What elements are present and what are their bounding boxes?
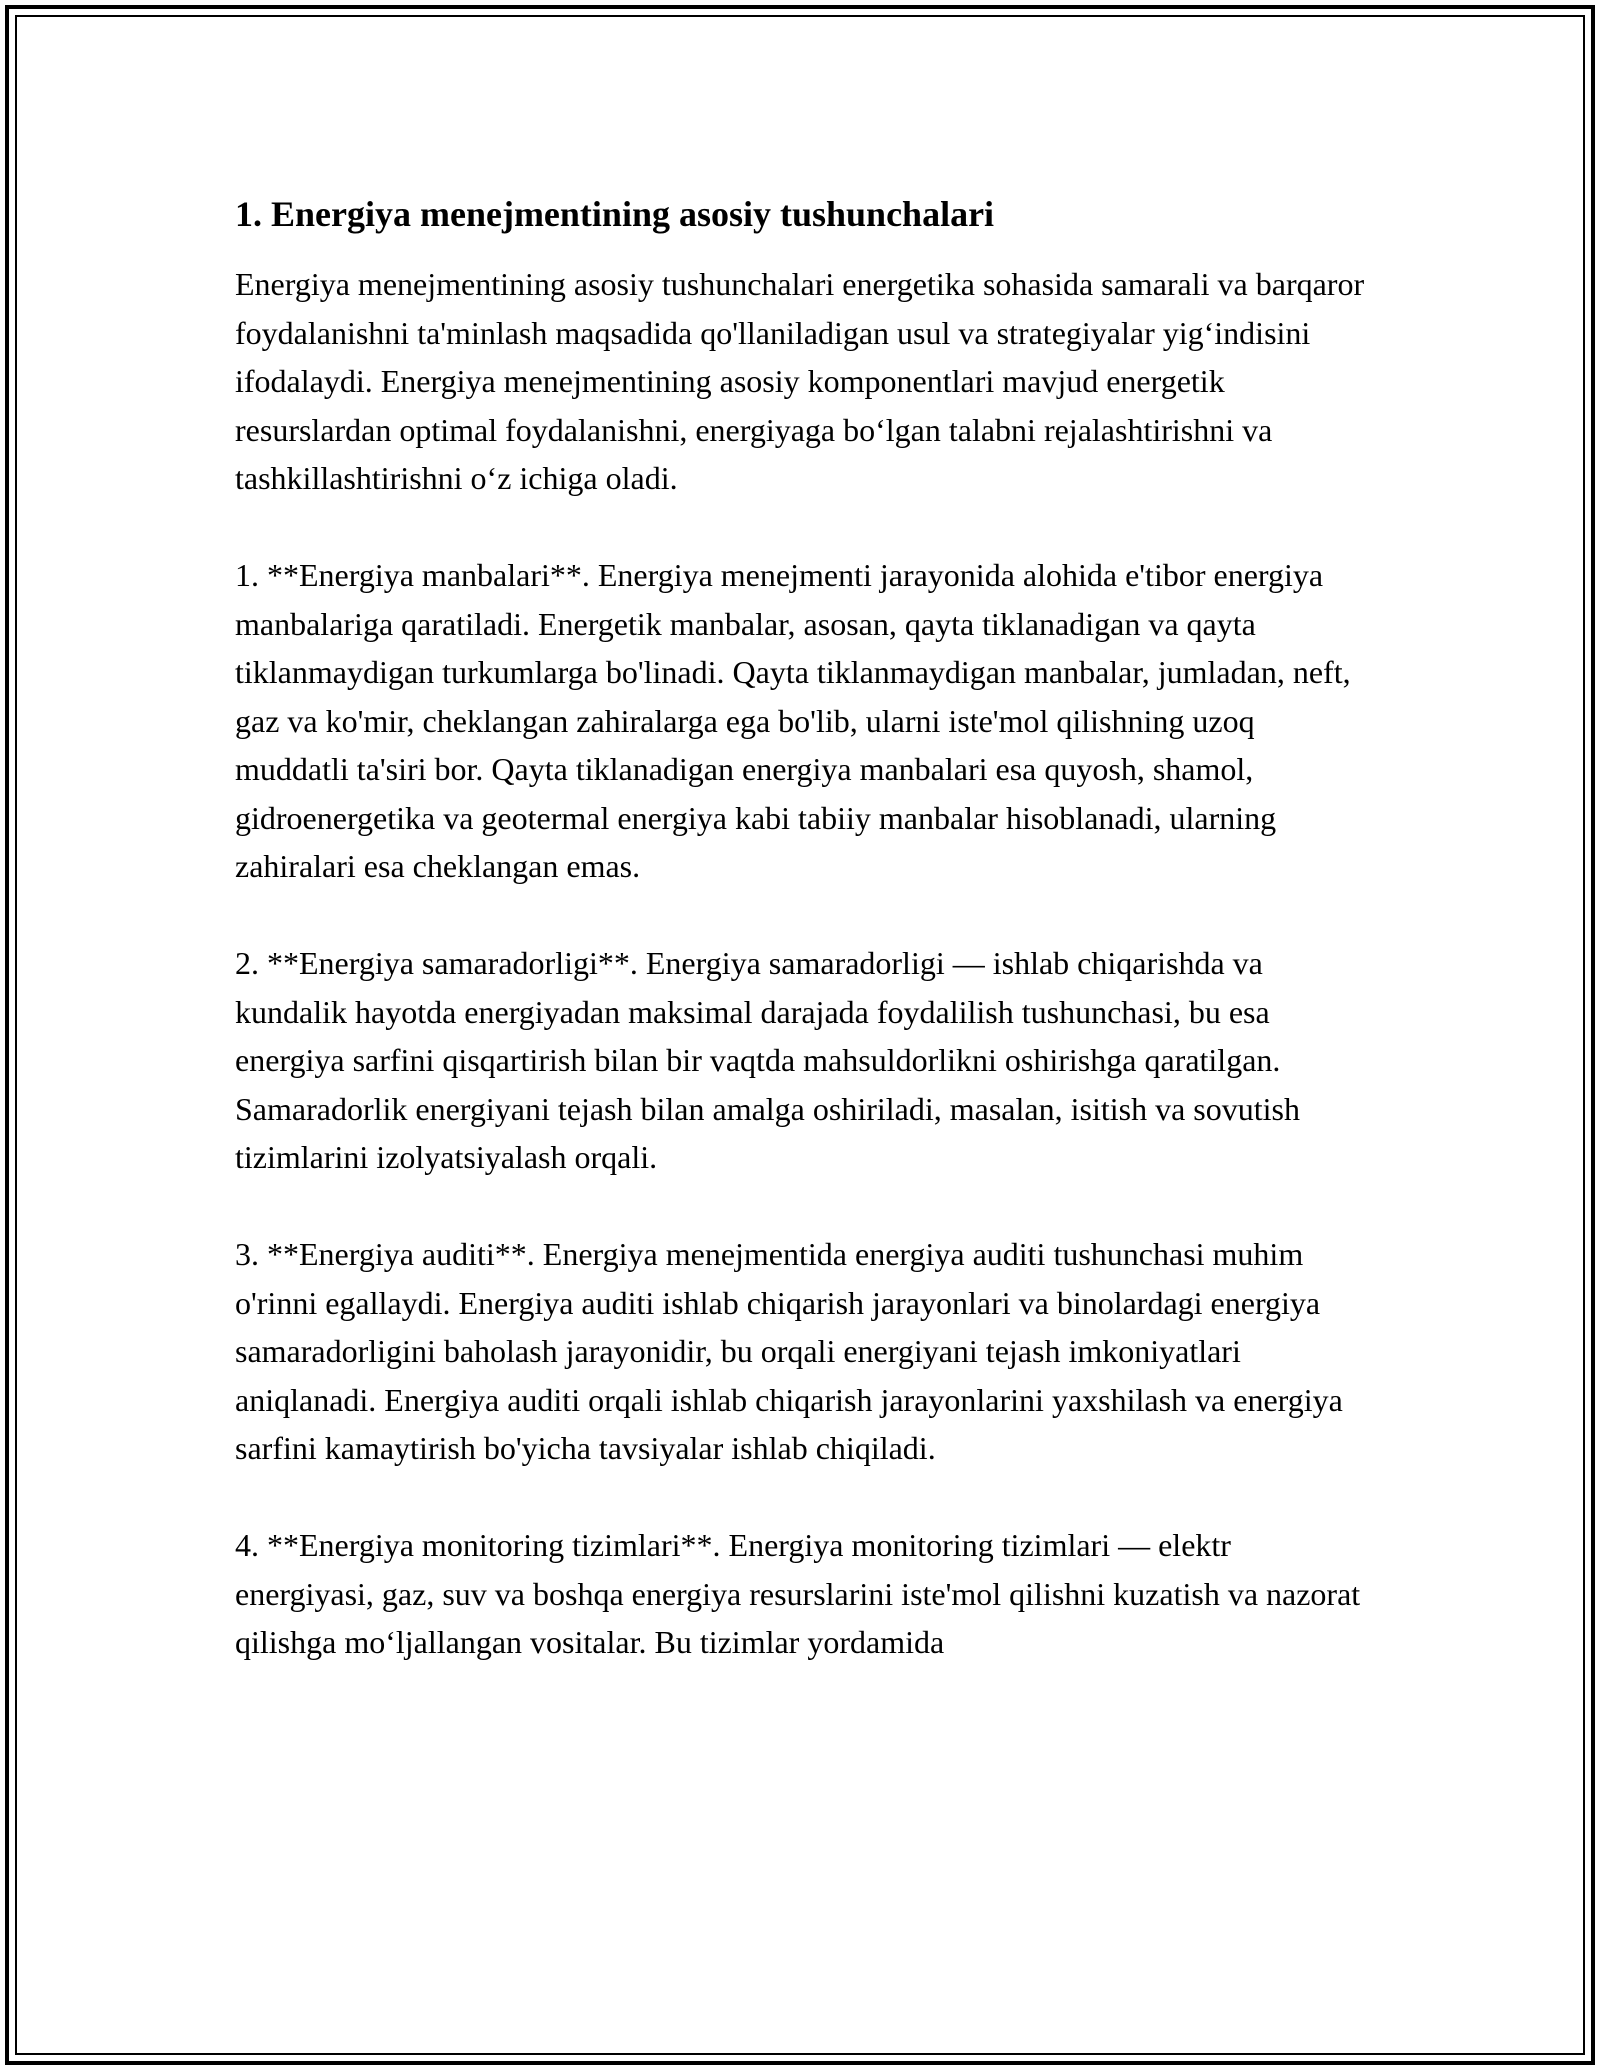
paragraph-energy-sources: 1. **Energiya manbalari**. Energiya menejmenti jarayonida alohida e'tibor energiya manbalariga qaratiladi. Energetik manbalar, asosan, qayta tiklanadigan va qayta tiklanmaydigan turkumlarga bo'linadi. Qayta tiklanmaydigan manbalar, jumladan, neft, gaz va ko'mir, cheklangan zahiralarga ega bo'lib, ularni iste'mol qilishning uzoq muddatli ta'siri bor. Qayta tiklanadigan energiya manbalari esa quyosh, shamol, gidroenergetika va geotermal energiya kabi tabiiy manbalar hisoblanadi, ularning zahiralari esa cheklangan emas. xyxy=(235,557,1351,884)
paragraph-energy-monitoring: 4. **Energiya monitoring tizimlari**. Energiya monitoring tizimlari — elektr energiyasi, gaz, suv va boshqa energiya resurslarini iste'mol qilishni kuzatish va nazorat qilishga mo‘ljallangan vositalar. Bu tizimlar yordamida xyxy=(235,1527,1361,1660)
document-body xyxy=(235,186,1375,1715)
intro-paragraph: Energiya menejmentining asosiy tushunchalari energetika sohasida samarali va barqaror foydalanishni ta'minlash maqsadida qo'llaniladigan usul va strategiyalar yig‘indisini ifodalaydi. Energiya menejmentining asosiy komponentlari mavjud energetik resurslardan optimal foydalanishni, energiyaga bo‘lgan talabni rejalashtirishni va tashkillashtirishni o‘z ichiga oladi. xyxy=(235,266,1365,496)
paragraph-energy-efficiency: 2. **Energiya samaradorligi**. Energiya samaradorligi — ishlab chiqarishda va kundalik hayotda energiyadan maksimal darajada foydalilish tushunchasi, bu esa energiya sarfini qisqartirish bilan bir vaqtda mahsuldorlikni oshirishga qaratilgan. Samaradorlik energiyani tejash bilan amalga oshiriladi, masalan, isitish va sovutish tizimlarini izolyatsiyalash orqali. xyxy=(235,945,1300,1175)
paragraph-energy-audit: 3. **Energiya auditi**. Energiya menejmentida energiya auditi tushunchasi muhim o'rinni egallaydi. Energiya auditi ishlab chiqarish jarayonlari va binolardagi energiya samaradorligini baholash jarayonidir, bu orqali energiyani tejash imkoniyatlari aniqlanadi. Energiya auditi orqali ishlab chiqarish jarayonlarini yaxshilash va energiya sarfini kamaytirish bo'yicha tavsiyalar ishlab chiqiladi. xyxy=(235,1236,1343,1466)
section-heading: 1. Energiya menejmentining asosiy tushunchalari xyxy=(235,194,995,234)
